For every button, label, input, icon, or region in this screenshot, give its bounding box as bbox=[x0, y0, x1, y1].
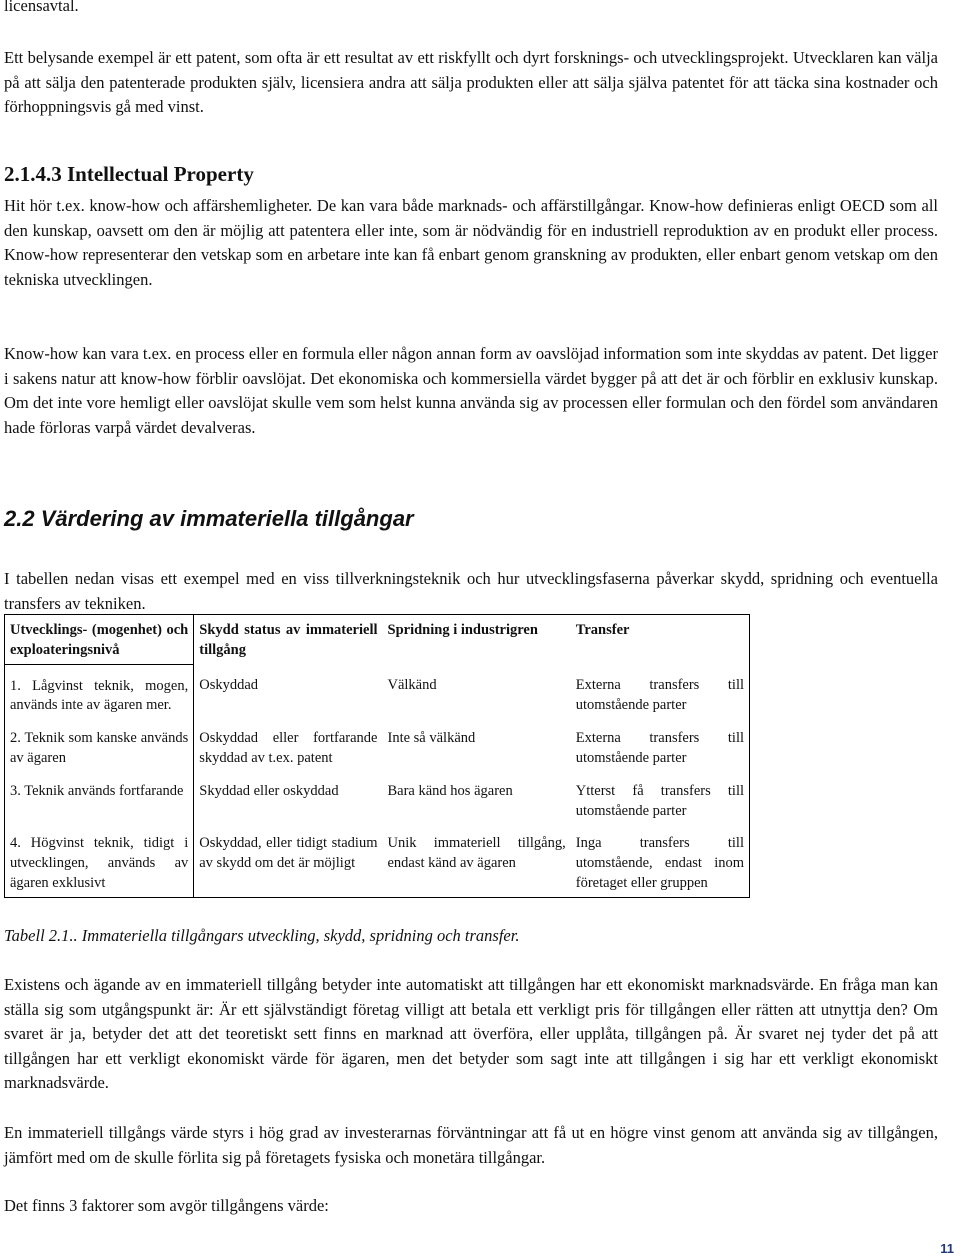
table-row bbox=[5, 772, 750, 825]
table-row bbox=[5, 664, 750, 719]
table-cell: 1. Lågvinst teknik, mogen, används inte av ägaren mer. bbox=[5, 664, 194, 719]
table-cell: Oskyddad bbox=[199, 677, 259, 694]
table-cell: 2. Teknik som kanske används av ägaren bbox=[5, 719, 194, 772]
page-number: 11 bbox=[940, 1241, 954, 1256]
table-header-cell: Transfer bbox=[571, 615, 750, 665]
heading-intellectual-property: 2.1.4.3 Intellectual Property bbox=[4, 162, 254, 186]
table-cell: Inte så välkänd bbox=[387, 730, 476, 747]
heading-section-2-2: 2.2 Värdering av immateriella tillgångar bbox=[4, 506, 414, 531]
paragraph-investor-expectations: En immateriell tillgångs värde styrs i hög grad av investerarnas förväntningar att få ut en högre vinst genom att använda sig av tillgången, jämfört med om de skulle förlita sig på företagets fysiska och monetära tillgångar. bbox=[4, 1123, 938, 1167]
table-cell: Unik immateriell tillgång, endast känd av ägaren bbox=[383, 824, 571, 897]
table-row bbox=[5, 824, 750, 897]
table-cell: 4. Högvinst teknik, tidigt i utvecklingen, används av ägaren exklusivt bbox=[5, 824, 194, 897]
table-cell: Inga transfers till utomstående, endast inom företaget eller gruppen bbox=[571, 824, 750, 897]
table-cell: 3. Teknik används fortfarande bbox=[5, 772, 194, 825]
table-header-cell: Utvecklings- (mogenhet) och exploateringsnivå bbox=[5, 615, 194, 665]
table-cell: Välkänd bbox=[387, 677, 437, 694]
table-cell: Externa transfers till utomstående parter bbox=[571, 664, 750, 719]
table-header-row bbox=[5, 615, 750, 665]
table-cell: Bara känd hos ägaren bbox=[387, 782, 513, 799]
paragraph-table-intro: I tabellen nedan visas ett exempel med en viss tillverkningsteknik och hur utvecklingsfaserna påverkar skydd, spridning och eventuella transfers av tekniken. bbox=[4, 569, 938, 613]
paragraph-know-how-definition: Hit hör t.ex. know-how och affärshemligheter. De kan vara både marknads- och affärstillgångar. Know-how definieras enligt OECD som all den kunskap, oavsett om den är möjlig att patentera eller inte, som är nödvändig för en industriell reproduktion av en produkt eller process. Know-how representerar den vetskap som en arbetare inte kan få enbart genom granskning av produkten, eller enbart genom vetskap om den tekniska utvecklingen. bbox=[4, 196, 938, 289]
table-cell: Oskyddad eller fortfarande skyddad av t.ex. patent bbox=[199, 730, 378, 766]
table-cell: Skyddad eller oskyddad bbox=[199, 782, 339, 799]
table-cell: Ytterst få transfers till utomstående parter bbox=[571, 772, 750, 825]
paragraph-three-factors: Det finns 3 faktorer som avgör tillgångens värde: bbox=[4, 1196, 329, 1215]
paragraph-patent-example: Ett belysande exempel är ett patent, som ofta är ett resultat av ett riskfyllt och dyrt forsknings- och utvecklingsprojekt. Utvecklaren kan välja på att sälja den patenterade produkten själv, licensiera andra att sälja produkten eller att sälja själva patentet för att täcka sina kostnader och förhoppningsvis gå med vinst. bbox=[4, 48, 938, 117]
paragraph-market-value: Existens och ägande av en immateriell tillgång betyder inte automatiskt att tillgången har ett ekonomiskt marknadsvärde. En fråga man kan ställa sig som utgångspunkt är: Är ett självständigt företag villigt att betala ett verkligt pris för tillgången eller rätten att utnyttja den? Om svaret är ja, betyder det att det teoretiskt sett finns en marknad att överföra, eller upplåta, tillgången på. Är svaret nej tyder det på att tillgången har ett verkligt ekonomiskt värde för ägaren, men det betyder som sagt inte att tillgången i sig har ett verkligt ekonomiskt marknadsvärde. bbox=[4, 975, 938, 1093]
development-table bbox=[4, 614, 750, 898]
table-header-cell: Spridning i industrigren bbox=[383, 615, 571, 665]
table-header-cell: Skydd status av immateriell tillgång bbox=[194, 615, 383, 665]
paragraph-know-how-process: Know-how kan vara t.ex. en process eller en formula eller någon annan form av oavslöjad information som inte skyddas av patent. Det ligger i sakens natur att know-how förblir oavslöjat. Det ekonomiska och kommersiella värdet bygger på att det är och förblir en exklusiv kunskap. Om det inte vore hemligt eller oavslöjat skulle vem som helst kunna använda sig av processen eller formulan och den fördel som användaren hade förloras varpå värdet devalveras. bbox=[4, 344, 938, 437]
table-row bbox=[5, 719, 750, 772]
top-fragment-text: licensavtal. bbox=[4, 0, 79, 15]
table-cell: Externa transfers till utomstående parter bbox=[571, 719, 750, 772]
table-cell: Oskyddad, eller tidigt stadium av skydd om det är möjligt bbox=[194, 824, 383, 897]
table-caption: Tabell 2.1.. Immateriella tillgångars utveckling, skydd, spridning och transfer. bbox=[4, 926, 520, 945]
